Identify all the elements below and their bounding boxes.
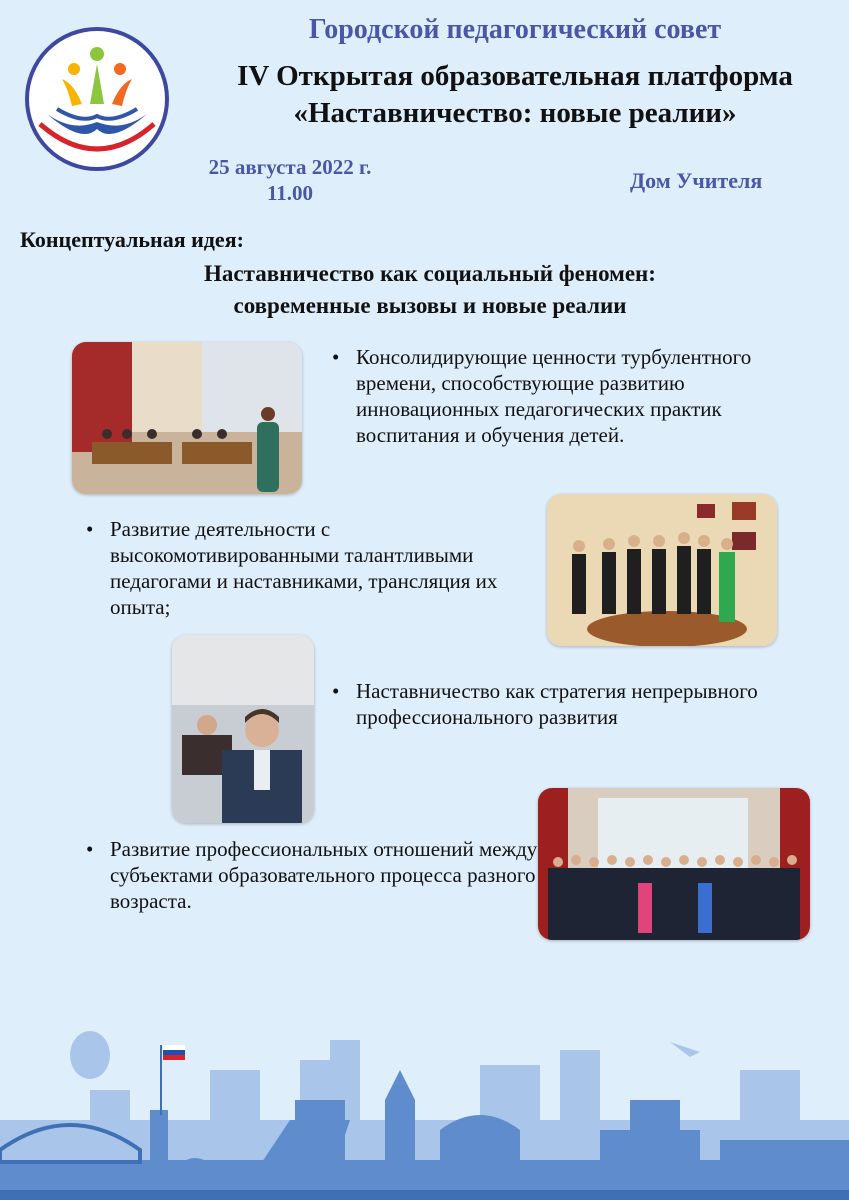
concept-heading: Концептуальная идея: <box>20 227 244 252</box>
event-venue: Дом Учителя <box>630 168 763 193</box>
seated-participants-photo <box>172 635 314 823</box>
event-datetime <box>180 154 400 206</box>
bullet-item-2: • Развитие деятельности с высокомотивированными талантливыми педагогами и наставниками, трансляция их опыта; <box>84 516 560 620</box>
logo-icon <box>22 24 172 174</box>
concept-line2: современные вызовы и новые реалии <box>233 293 627 318</box>
event-title-line2: «Наставничество: новые реалии» <box>293 97 737 129</box>
event-time: 11.00 <box>266 181 314 205</box>
flag-icon <box>160 1045 185 1115</box>
city-skyline-icon <box>0 1030 849 1200</box>
event-title <box>180 58 849 132</box>
group-at-table-photo <box>547 494 777 646</box>
conference-hall-photo <box>72 342 302 494</box>
bullet-item-1: • Консолидирующие ценности турбулентного времени, способствующие развитию инновационных педагогических практик воспитания и обучения детей. <box>330 344 816 448</box>
council-title: Городской педагогический совет <box>308 14 722 45</box>
event-title-line1: IV Открытая образовательная платформа <box>237 60 793 92</box>
concept-text <box>120 258 740 322</box>
event-date: 25 августа 2022 г. <box>208 155 372 179</box>
concept-line1: Наставничество как социальный феномен: <box>204 261 656 286</box>
bullet-item-3: • Наставничество как стратегия непрерывного профессионального развития <box>330 678 776 730</box>
large-group-photo <box>538 788 810 940</box>
bullet-item-4: • Развитие профессиональных отношений между субъектами образовательного процесса разного возраста. <box>84 836 560 914</box>
